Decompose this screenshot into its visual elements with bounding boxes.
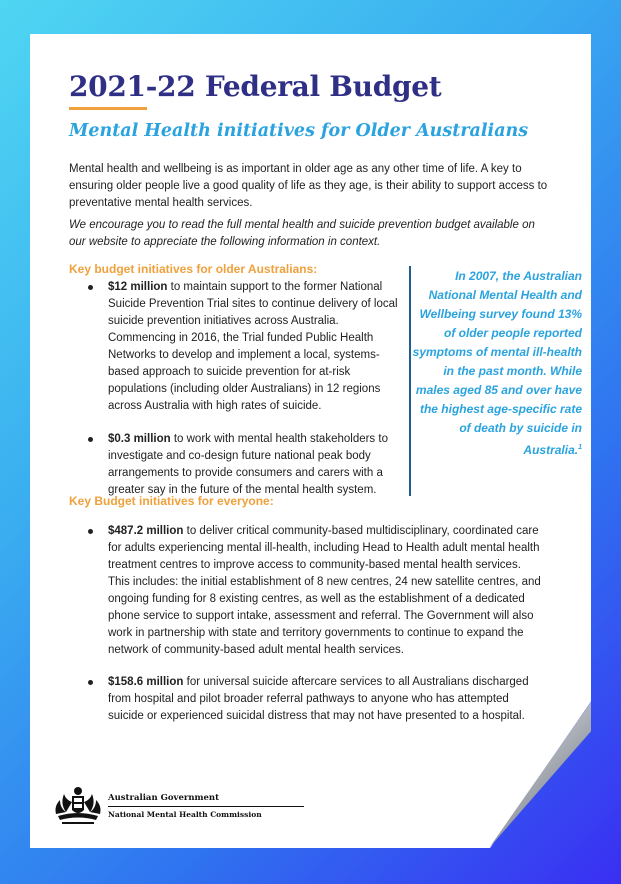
- item-description: to deliver critical community-based multidisciplinary, coordinated care for adults experiencing mental ill-health, including Head to Health adult mental health treatment centres to improve access to community-based mental health services. This includes: the initial establishment of 8 new centres, 24 new satellite centres, and ongoing funding for 8 existing centres, as well as the establishment of a dedicated phone service to support intake, assessment and referral. The Government will also work in partnership with state and territory governments to continue to expand the network of community-based adult mental health services.: [108, 525, 541, 656]
- list-item: [88, 279, 398, 415]
- funding-amount: $158.6 million: [108, 676, 184, 688]
- intro-paragraph: Mental health and wellbeing is as important in older age as any other time of life. A key to ensuring older people live a good quality of life as they age, is their ability to support access to preventative mental health services.: [69, 163, 548, 209]
- organisation-name: National Mental Health Commission: [108, 810, 262, 819]
- list-item: [88, 674, 543, 725]
- item-description: to maintain support to the former National Suicide Prevention Trial sites to continue delivery of local suicide prevention initiatives across Australia. Commencing in 2016, the Trial funded Public Health Networks to develop and implement a local, systems-based approach to suicide prevention for at-risk populations (including older Australians) in 12 regions across Australia with high rates of suicide.: [108, 281, 398, 412]
- logo-divider: [108, 806, 304, 807]
- item-description: to work with mental health stakeholders to investigate and co-design future national peak body arrangements to provide consumers and carers with a greater say in the future of the mental health system.: [108, 433, 388, 496]
- older-initiatives-list: [88, 279, 398, 499]
- page-subtitle: Mental Health initiatives for Older Australians: [69, 121, 529, 141]
- bullet-icon: [88, 437, 93, 442]
- government-name: Australian Government: [108, 793, 220, 803]
- everyone-initiatives-heading: Key Budget initiatives for everyone:: [69, 494, 274, 508]
- bullet-icon: [88, 680, 93, 685]
- funding-amount: $12 million: [108, 281, 168, 293]
- context-note: We encourage you to read the full mental health and suicide prevention budget available on our website to appreciate the following information in context.: [69, 219, 535, 248]
- bullet-icon: [88, 529, 93, 534]
- title-underline: [69, 107, 147, 110]
- footnote-marker: 1: [578, 444, 582, 451]
- list-item: [88, 523, 543, 659]
- funding-amount: $487.2 million: [108, 525, 184, 537]
- government-logo: [52, 782, 262, 826]
- bullet-icon: [88, 285, 93, 290]
- list-item: [88, 431, 398, 499]
- statistic-quote: [412, 267, 582, 460]
- everyone-initiatives-list: [88, 523, 543, 725]
- funding-amount: $0.3 million: [108, 433, 171, 445]
- page-title: 2021-22 Federal Budget: [69, 70, 442, 103]
- item-description: for universal suicide aftercare services to all Australians discharged from hospital and pilot broader referral pathways to anyone who has attempted suicide or experienced suicidal distress that may not have presented to a hospital.: [108, 676, 529, 722]
- coat-of-arms-icon: [52, 782, 104, 826]
- quote-divider: [409, 266, 411, 496]
- older-initiatives-heading: Key budget initiatives for older Australians:: [69, 262, 318, 276]
- quote-text: In 2007, the Australian National Mental Health and Wellbeing survey found 13% of older people reported symptoms of mental ill-health in the past month. While males aged 85 and over have the highest age-specific rate of death by suicide in Australia.: [412, 269, 582, 457]
